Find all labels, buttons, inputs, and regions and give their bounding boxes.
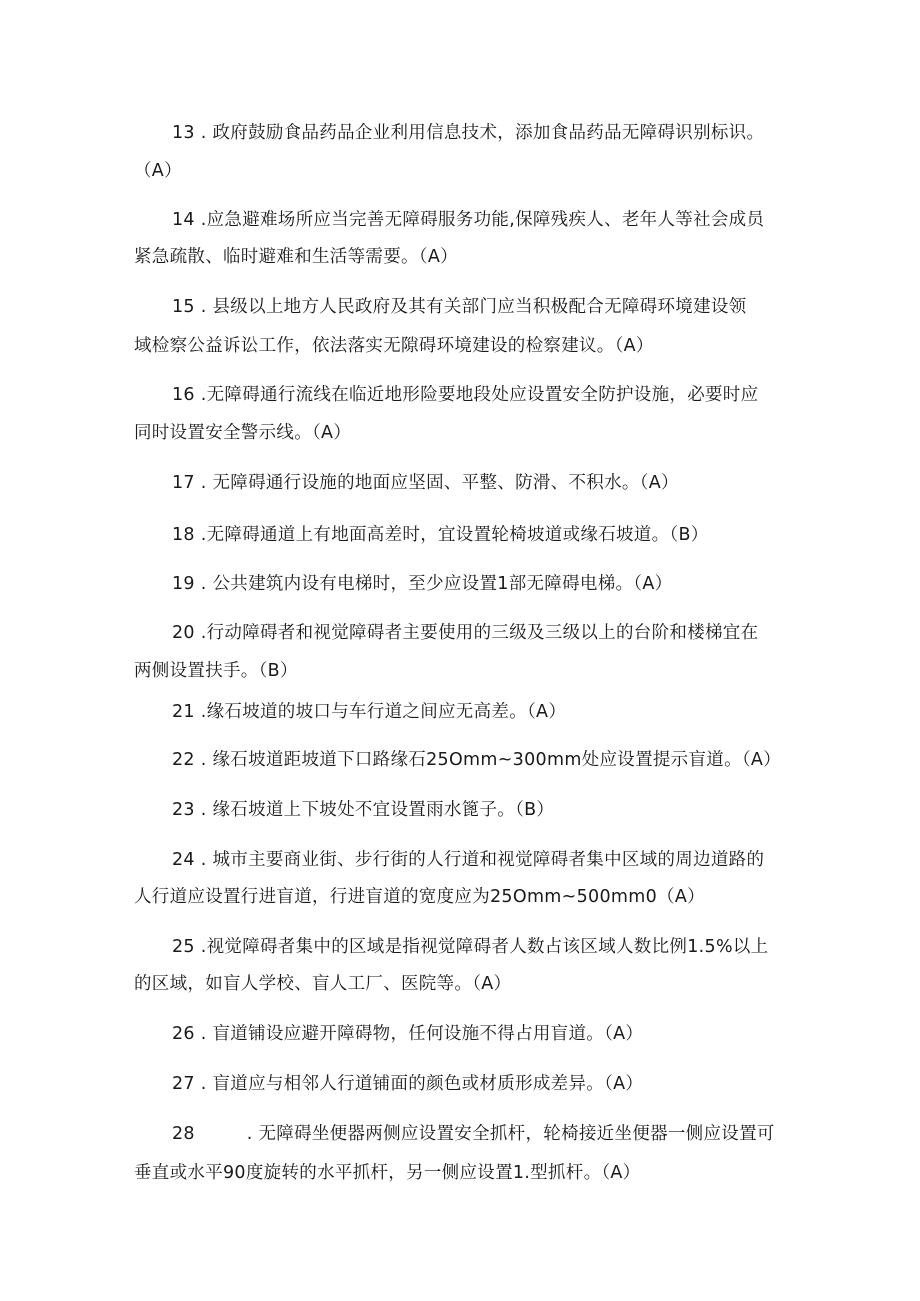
- question-number: 16: [172, 385, 195, 405]
- question-number: 13: [172, 123, 195, 143]
- question-13-line-2: （A）: [134, 161, 182, 181]
- question-25-line-1: [172, 936, 768, 958]
- question-text: . 盲道应与相邻人行道铺面的颜色或材质形成差异。（A）: [200, 1074, 644, 1094]
- question-number: 20: [172, 623, 195, 643]
- question-text: .无障碍通行流线在临近地形险要地段处应设置安全防护设施，必要时应: [200, 385, 759, 405]
- question-20-line-2: 两侧设置扶手。（B）: [134, 661, 298, 681]
- question-number: 18: [172, 525, 195, 545]
- question-14-line-2: 紧急疏散、临时避难和生活等需要。（A）: [134, 247, 458, 267]
- question-number: 22: [172, 750, 195, 770]
- question-27-line-1: [172, 1073, 643, 1095]
- question-number: 19: [172, 574, 195, 594]
- question-24-line-2: 人行道应设置行进盲道，行进盲道的宽度应为25Omm~500mm0（A）: [134, 887, 705, 907]
- question-text: .缘石坡道的坡口与车行道之间应无高差。（A）: [200, 702, 567, 722]
- question-number: 15: [172, 297, 195, 317]
- question-number: 28: [172, 1124, 195, 1144]
- question-number: 17: [172, 473, 195, 493]
- question-number: 25: [172, 937, 195, 957]
- question-15-line-1: [172, 296, 746, 318]
- question-22-line-1: [172, 749, 781, 771]
- question-text: . 政府鼓励食品药品企业利用信息技术，添加食品药品无障碍识别标识。: [200, 123, 765, 143]
- question-14-line-1: [172, 209, 764, 231]
- question-15-line-2: 域检察公益诉讼工作，依法落实无隙碍环境建设的检察建议。（A）: [134, 336, 654, 356]
- question-16-line-1: [172, 384, 758, 406]
- question-23-line-1: [172, 799, 554, 821]
- question-text: . 盲道铺设应避开障碍物，任何设施不得占用盲道。（A）: [200, 1024, 644, 1044]
- question-26-line-1: [172, 1023, 643, 1045]
- question-21-line-1: [172, 701, 566, 723]
- question-number: 23: [172, 800, 195, 820]
- question-text: . 缘石坡道上下坡处不宜设置雨水篦子。（B）: [200, 800, 555, 820]
- question-28-line-2: 垂直或水平90度旋转的水平抓杆，另一侧应设置1.型抓杆。（A）: [134, 1163, 641, 1183]
- question-text: .无障碍通道上有地面高差时，宜设置轮椅坡道或缘石坡道。（B）: [200, 525, 709, 545]
- question-text: .应急避难场所应当完善无障碍服务功能,保障残疾人、老年人等社会成员: [200, 210, 765, 230]
- question-number: 24: [172, 850, 195, 870]
- question-number: 26: [172, 1024, 195, 1044]
- question-18-line-1: [172, 524, 709, 546]
- question-13-line-1: [172, 122, 764, 144]
- question-number: 27: [172, 1074, 195, 1094]
- question-number: 14: [172, 210, 195, 230]
- question-number: 21: [172, 702, 195, 722]
- question-25-line-2: 的区域，如盲人学校、盲人工厂、医院等。（A）: [134, 974, 512, 994]
- question-text: .视觉障碍者集中的区域是指视觉障碍者人数占该区域人数比例1.5%以上: [200, 937, 769, 957]
- question-text: . 无障碍通行设施的地面应坚固、平整、防滑、不积水。（A）: [200, 473, 679, 493]
- question-16-line-2: 同时设置安全警示线。（A）: [134, 423, 352, 443]
- question-24-line-1: [172, 849, 764, 871]
- question-text: . 无障碍坐便器两侧应设置安全抓杆，轮椅接近坐便器一侧应设置可: [246, 1124, 775, 1144]
- question-text: .行动障碍者和视觉障碍者主要使用的三级及三级以上的台阶和楼梯宜在: [200, 623, 759, 643]
- question-text: . 城市主要商业街、步行街的人行道和视觉障碍者集中区域的周边道路的: [200, 850, 765, 870]
- question-text: . 公共建筑内设有电梯时，至少应设置1部无障碍电梯。（A）: [200, 574, 673, 594]
- question-19-line-1: [172, 573, 672, 595]
- question-text: . 县级以上地方人民政府及其有关部门应当积极配合无障碍环境建设领: [200, 297, 747, 317]
- question-17-line-1: [172, 472, 679, 494]
- question-20-line-1: [172, 622, 758, 644]
- question-text: . 缘石坡道距坡道下口路缘石25Omm~300mm处应设置提示盲道。（A）: [200, 750, 781, 770]
- question-28-line-1: [172, 1123, 775, 1145]
